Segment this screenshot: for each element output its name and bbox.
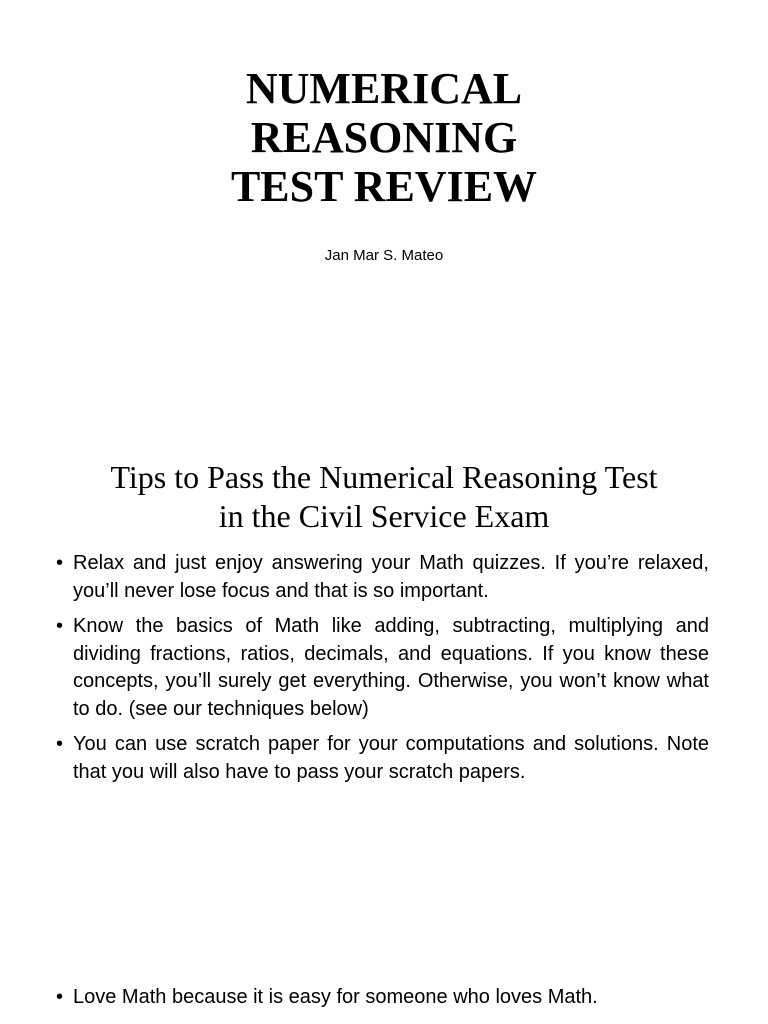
author-name: Jan Mar S. Mateo [324, 247, 444, 264]
slide-title [0, 64, 768, 211]
tips-list [56, 550, 709, 794]
bullet-glyph: • [56, 986, 64, 1008]
list-item-text: You can use scratch paper for your computations and solutions. Note that you will also have to pass your scratch papers. [73, 733, 709, 783]
tips-list-continued [56, 984, 736, 1012]
tips-heading [40, 458, 728, 536]
list-item [56, 731, 709, 786]
list-item-text: Know the basics of Math like adding, subtracting, multiplying and dividing fractions, ratios, decimals, and equations. If you know these concepts, you’ll surely get everything. Otherwise, you won’t know what to do. (see our techniques below) [73, 615, 709, 720]
tips-heading-line-1: Tips to Pass the Numerical Reasoning Test [110, 459, 658, 495]
list-item-text: Love Math because it is easy for someone who loves Math. [73, 986, 598, 1008]
bullet-glyph: • [56, 733, 64, 755]
title-line-3: TEST REVIEW [230, 162, 538, 211]
list-item [56, 550, 709, 605]
title-line-1: NUMERICAL [245, 64, 523, 113]
list-item [56, 984, 736, 1012]
title-line-2: REASONING [250, 113, 518, 162]
bullet-glyph: • [56, 552, 64, 574]
list-item-text: Relax and just enjoy answering your Math quizzes. If you’re relaxed, you’ll never lose focus and that is so important. [73, 552, 709, 602]
list-item [56, 613, 709, 723]
tips-heading-line-2: in the Civil Service Exam [218, 498, 550, 534]
bullet-glyph: • [56, 615, 64, 637]
